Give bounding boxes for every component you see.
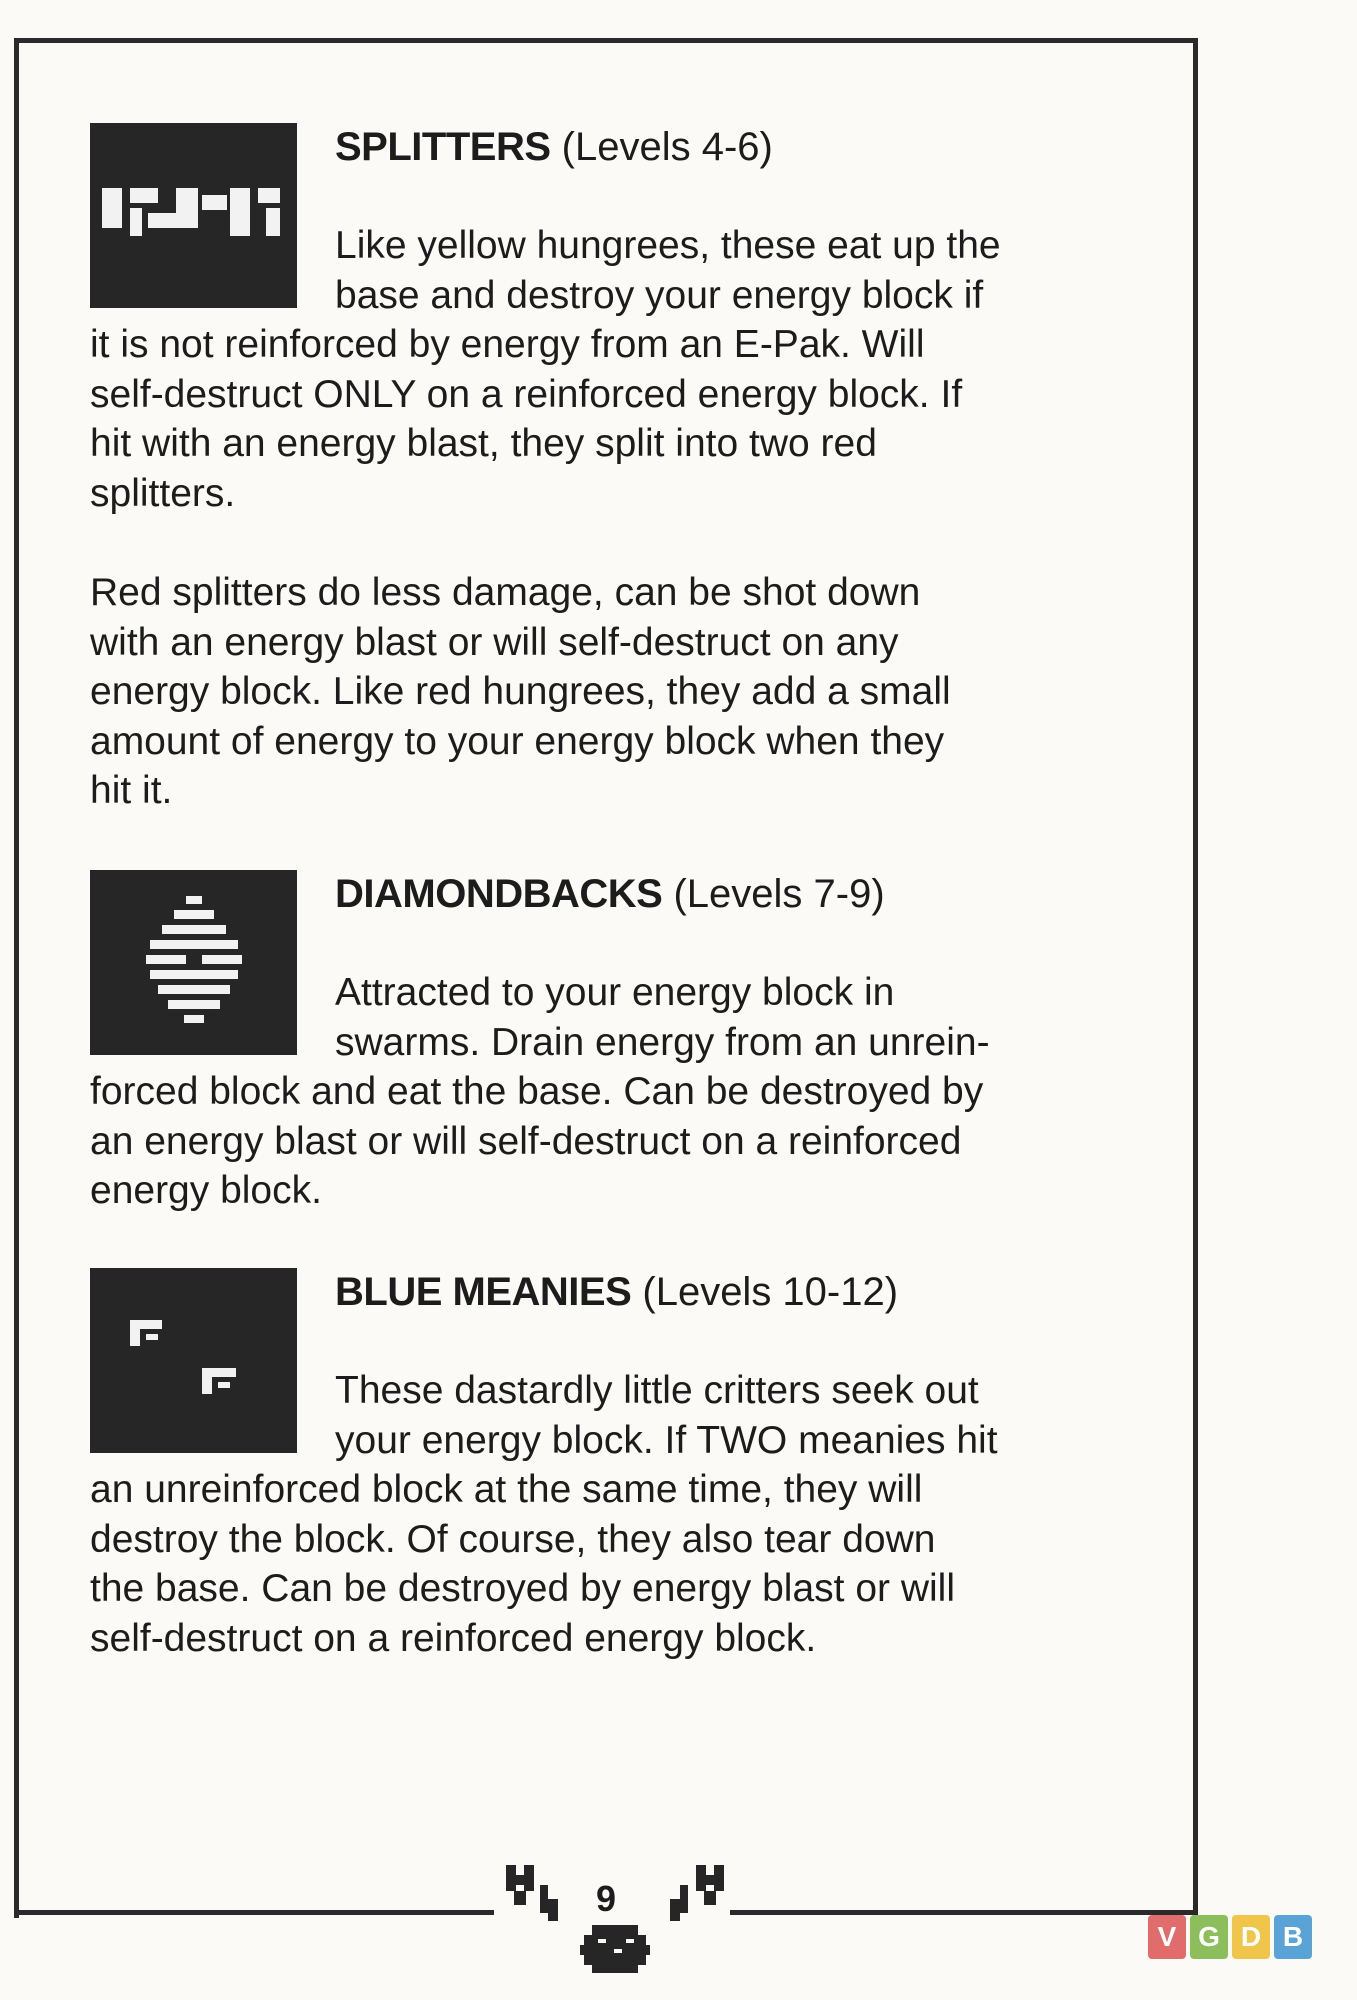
text-line: it is not reinforced by energy from an E-Pak. Will: [90, 323, 925, 366]
text-line: an unreinforced block at the same time, they will: [90, 1468, 923, 1511]
section-extra-paragraph: [90, 568, 1140, 816]
text-line: base and destroy your energy block if: [335, 273, 984, 317]
section-heading: SPLITTERS (Levels 4-6): [335, 125, 773, 169]
text-line: amount of energy to your energy block when they: [90, 719, 945, 763]
text-line: energy block. Like red hungrees, they add a small: [90, 670, 951, 713]
section-intro: [335, 968, 1135, 1067]
text-line: hit it.: [90, 769, 173, 812]
text-line: with an energy blast or will self-destruct on any: [90, 620, 899, 664]
logo-letter: V: [1148, 1915, 1186, 1959]
section-heading: DIAMONDBACKS (Levels 7-9): [335, 872, 885, 916]
section-body: [90, 320, 1140, 518]
section-heading: BLUE MEANIES (Levels 10-12): [335, 1270, 899, 1314]
text-line: your energy block. If TWO meanies hit: [335, 1418, 998, 1462]
text-line: Red splitters do less damage, can be shot down: [90, 571, 921, 614]
text-line: destroy the block. Of course, they also tear down: [90, 1517, 936, 1561]
splitter-sprite-icon: [90, 123, 297, 308]
bottom-rule-right: [730, 1910, 1198, 1915]
text-line: the base. Can be destroyed by energy blast or will: [90, 1567, 955, 1610]
text-line: Like yellow hungrees, these eat up the: [335, 224, 1001, 267]
text-line: energy block.: [90, 1169, 322, 1212]
bottom-rule-left: [14, 1910, 494, 1915]
section-intro: [335, 1366, 1135, 1465]
logo-letter: D: [1232, 1915, 1270, 1959]
logo-letter: B: [1274, 1915, 1312, 1959]
logo-letter: G: [1190, 1915, 1228, 1959]
text-line: hit with an energy blast, they split into two red: [90, 422, 877, 465]
text-line: Attracted to your energy block in: [335, 971, 895, 1014]
diamondback-sprite-icon: [90, 870, 297, 1055]
text-line: self-destruct on a reinforced energy block.: [90, 1616, 817, 1660]
blue-meanie-sprite-icon: [90, 1268, 297, 1453]
text-line: an energy blast or will self-destruct on a reinforced: [90, 1119, 962, 1163]
vgdb-watermark-logo: [1148, 1915, 1312, 1959]
section-intro: [335, 221, 1135, 320]
text-line: self-destruct ONLY on a reinforced energy block. If: [90, 372, 963, 416]
text-line: splitters.: [90, 471, 236, 515]
page-number: 9: [596, 1878, 617, 1919]
text-line: swarms. Drain energy from an unrein-: [335, 1020, 990, 1064]
text-line: These dastardly little critters seek out: [335, 1369, 979, 1412]
text-line: forced block and eat the base. Can be destroyed by: [90, 1070, 984, 1113]
section-body: [90, 1465, 1140, 1663]
section-body: [90, 1067, 1140, 1216]
